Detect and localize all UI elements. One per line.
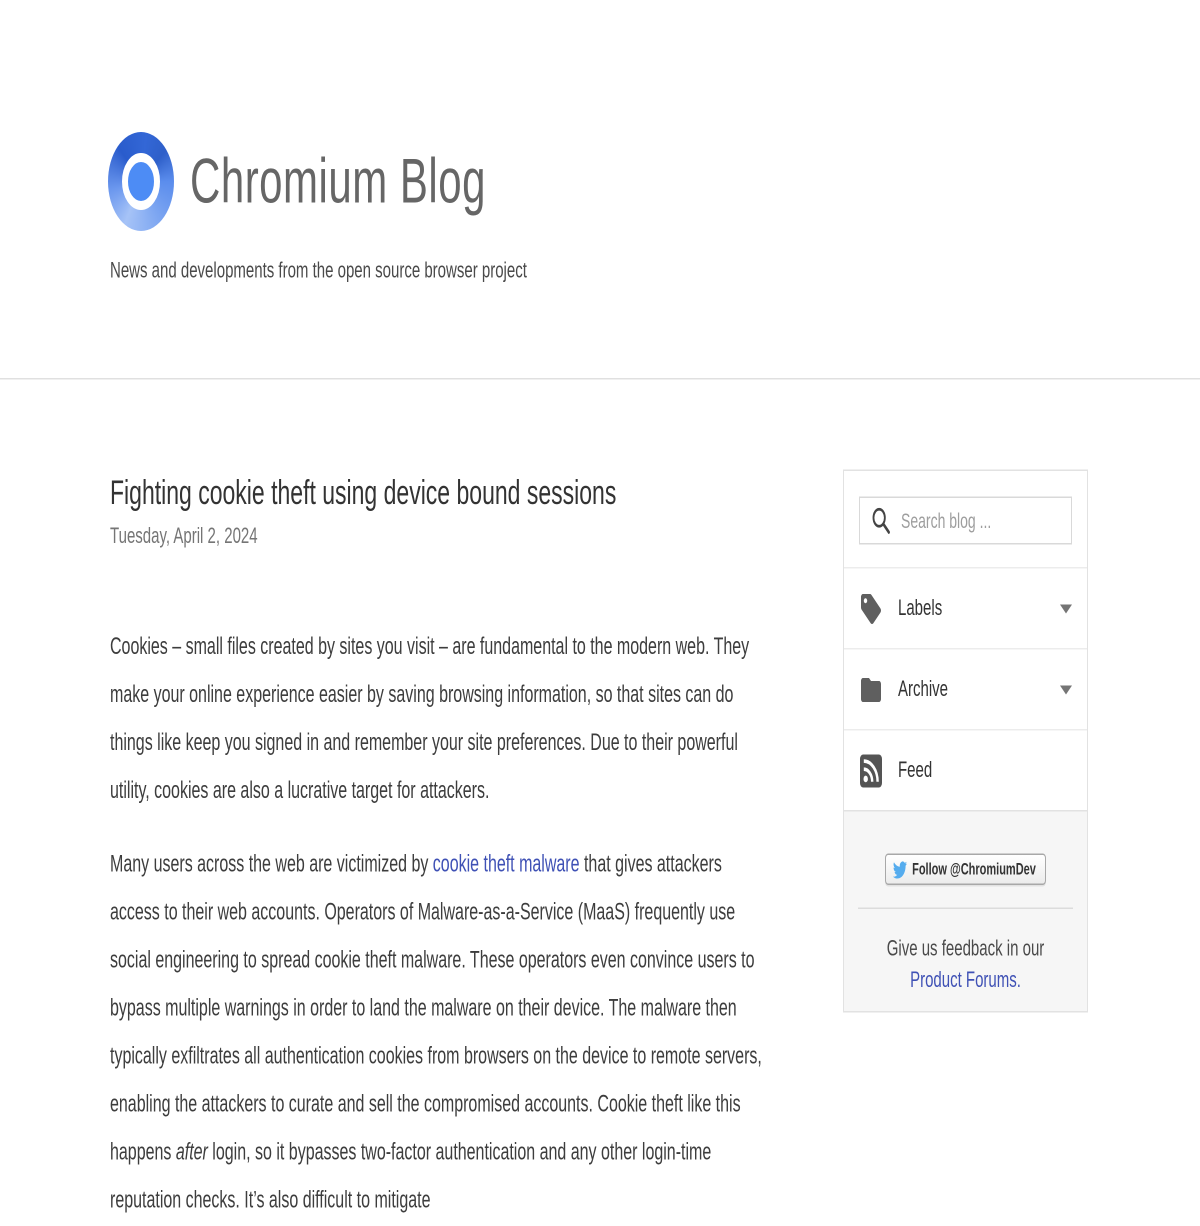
- twitter-bird-icon: [893, 859, 907, 880]
- twitter-follow-label: Follow @ChromiumDev: [912, 860, 1036, 879]
- rss-icon: [859, 752, 883, 788]
- sidebar-social-box: [843, 812, 1088, 1013]
- chevron-down-icon[interactable]: [1060, 685, 1072, 694]
- sidebar-item-label: Archive: [898, 676, 949, 702]
- sidebar: [843, 470, 1088, 1013]
- site-header: [108, 132, 486, 231]
- paragraph-2-text: that gives attackers access to their web accounts. Operators of Malware-as-a-Service (MaaS) frequently use social engineering to spread cookie theft malware. These operators even convince users to bypass multiple warnings in order to land the malware on their device. The malware then typically exfiltrates all authentication cookies from browsers on the device to remote servers, enabling the attackers to curate and sell the compromised accounts. Cookie theft like this happens: [110, 852, 762, 1166]
- chevron-down-icon[interactable]: [1060, 604, 1072, 613]
- post-title[interactable]: Fighting cookie theft using device bound sessions: [110, 472, 617, 512]
- cookie-theft-malware-link[interactable]: cookie theft malware: [432, 852, 580, 878]
- tag-icon: [859, 590, 883, 626]
- site-title[interactable]: Chromium Blog: [190, 145, 486, 216]
- sidebar-item-labels[interactable]: [844, 567, 1087, 648]
- twitter-follow-button[interactable]: [885, 854, 1046, 886]
- social-box-divider: [858, 908, 1073, 910]
- sidebar-widgets-box: [843, 470, 1088, 812]
- site-tagline: News and developments from the open source browser project: [110, 258, 527, 284]
- paragraph-2-emphasis: after: [175, 1140, 208, 1166]
- paragraph-2-text: Many users across the web are victimized by: [110, 852, 433, 878]
- chromium-logo-icon[interactable]: [108, 132, 174, 231]
- paragraph-1: Cookies – small files created by sites you visit – are fundamental to the modern web. They make your online experience easier by saving browsing information, so that sites can do things like keep you signed in and remember your site preferences. Due to their powerful utility, cookies are also a lucrative target for attackers.: [110, 634, 750, 804]
- sidebar-item-archive[interactable]: [844, 648, 1087, 729]
- post-date: Tuesday, April 2, 2024: [110, 523, 258, 549]
- paragraph-2-text: login, so it bypasses two-factor authentication and any other login-time reputation checks. It’s also difficult to mitigate: [110, 1140, 712, 1214]
- post-body: [110, 624, 770, 1226]
- sidebar-item-feed[interactable]: [844, 729, 1087, 810]
- post-article: [110, 471, 770, 1226]
- blog-search: [859, 497, 1072, 545]
- feedback-text: Give us feedback in our: [886, 936, 1045, 962]
- sidebar-item-label: Feed: [898, 757, 933, 783]
- product-forums-link[interactable]: Product Forums.: [910, 967, 1021, 993]
- sidebar-item-label: Labels: [898, 595, 943, 621]
- folder-icon: [859, 671, 883, 707]
- search-input[interactable]: [859, 497, 1072, 545]
- header-divider: [0, 378, 1200, 380]
- feedback-note: [863, 933, 1068, 996]
- paragraph-2: [110, 842, 770, 1226]
